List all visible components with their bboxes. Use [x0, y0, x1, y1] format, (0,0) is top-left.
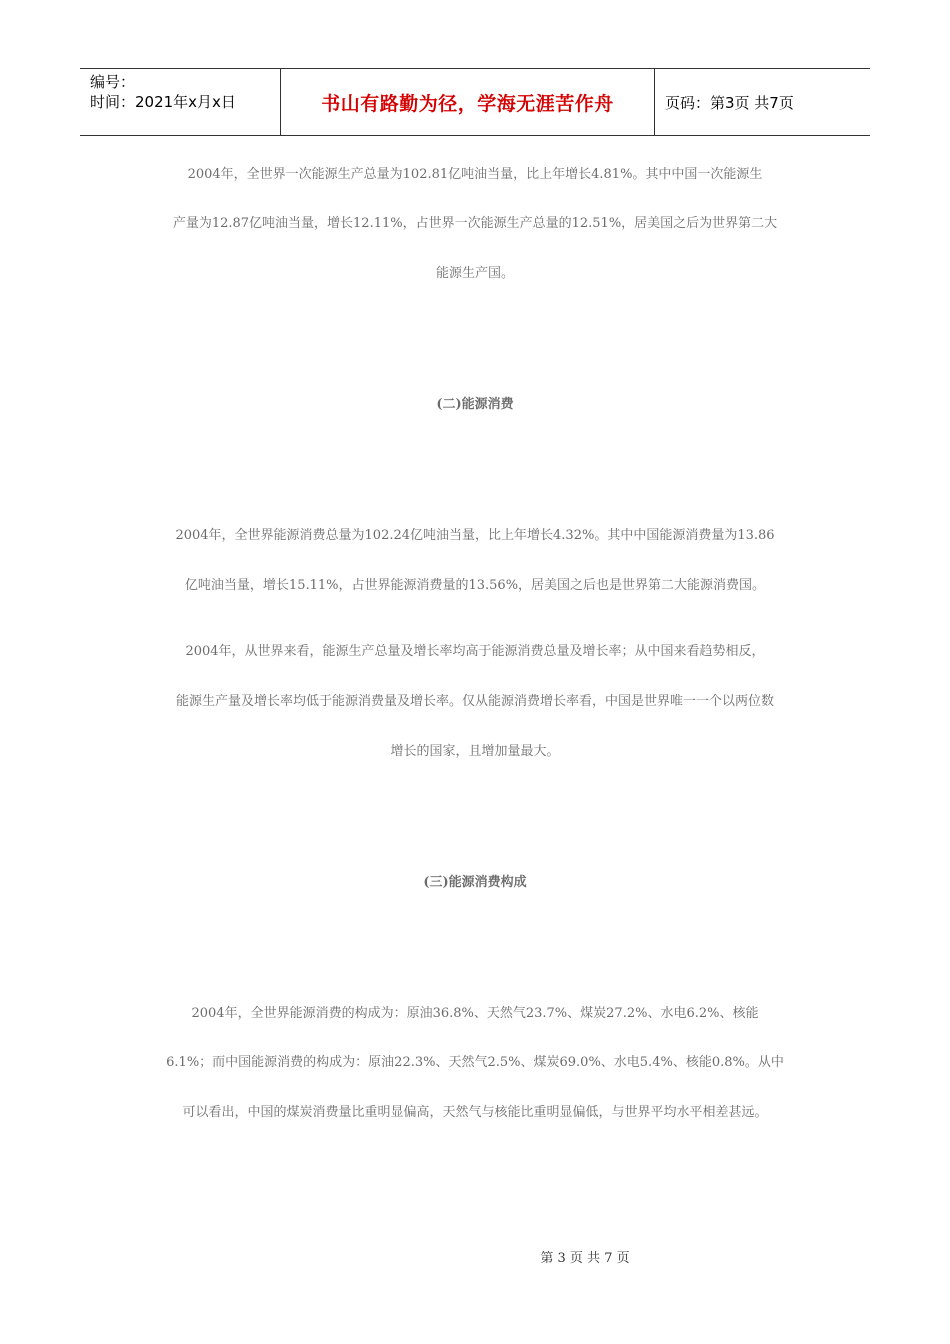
page-header [80, 68, 870, 136]
paragraph-line: 增长的国家，且增加量最大。 [390, 744, 560, 759]
paragraph-line: 2004年，全世界能源消费总量为102.24亿吨油当量，比上年增长4.32%。其中中国能源消费量为13.86 [175, 528, 775, 543]
header-meta-cell [80, 69, 281, 135]
header-motto-cell [281, 69, 655, 135]
document-number-label: 编号： [90, 73, 136, 91]
header-page-cell [655, 69, 870, 135]
paragraph-line: 能源生产量及增长率均低于能源消费量及增长率。仅从能源消费增长率看，中国是世界唯一一个以两位数 [175, 694, 774, 709]
header-page-code: 页码：第3页 共7页 [665, 93, 794, 112]
document-time-label: 时间：2021年x月x日 [90, 93, 236, 111]
paragraph-line: 产量为12.87亿吨油当量，增长12.11%，占世界一次能源生产总量的12.51%，居美国之后为世界第二大 [172, 216, 778, 231]
page-footer: 第 3 页 共 7 页 [540, 1251, 630, 1266]
paragraph-line: 亿吨油当量，增长15.11%，占世界能源消费量的13.56%，居美国之后也是世界第二大能源消费国。 [184, 578, 766, 593]
paragraph-line: 2004年，全世界一次能源生产总量为102.81亿吨油当量，比上年增长4.81%。其中中国一次能源生 [187, 167, 763, 182]
header-motto: 书山有路勤为径，学海无涯苦作舟 [321, 92, 614, 115]
paragraph-line: 6.1%；而中国能源消费的构成为：原油22.3%、天然气2.5%、煤炭69.0%、水电5.4%、核能0.8%。从中 [166, 1055, 784, 1070]
paragraph-line: 可以看出，中国的煤炭消费量比重明显偏高，天然气与核能比重明显偏低，与世界平均水平相差甚远。 [182, 1105, 768, 1120]
paragraph-line: 2004年，全世界能源消费的构成为：原油36.8%、天然气23.7%、煤炭27.2%、水电6.2%、核能 [191, 1006, 759, 1021]
section-heading-energy-consumption: (二)能源消费 [436, 397, 514, 412]
paragraph-line: 能源生产国。 [435, 266, 514, 281]
section-heading-consumption-structure: (三)能源消费构成 [423, 875, 527, 890]
paragraph-line: 2004年，从世界来看，能源生产总量及增长率均高于能源消费总量及增长率；从中国来看趋势相反， [185, 644, 765, 659]
